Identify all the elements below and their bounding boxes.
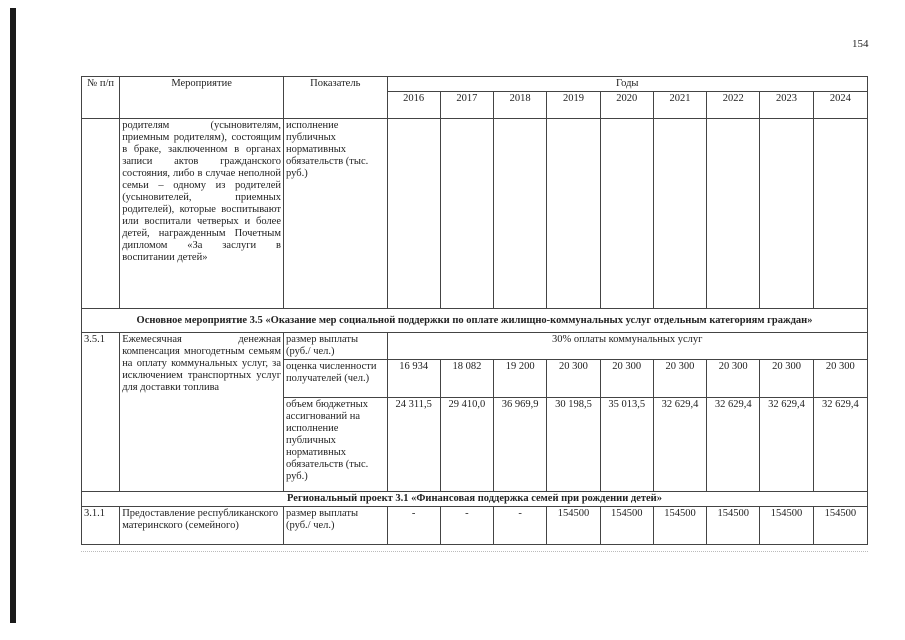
budget-2016: 24 311,5 [387, 398, 440, 492]
recipients-2022: 20 300 [707, 360, 760, 398]
row-3-5-1-event: Ежемесячная денежная компенсация многодетным семьям на оплату коммунальных услуг, за исключением транспортных услуг для доставки топлива [120, 333, 284, 492]
row-3-5-1-indicator-2: оценка численности получателей (чел.) [284, 360, 388, 398]
budget-2019: 30 198,5 [547, 398, 600, 492]
payment-2024: 154500 [813, 507, 867, 545]
recipients-2019: 20 300 [547, 360, 600, 398]
section-3-1-title: Региональный проект 3.1 «Финансовая поддержка семей при рождении детей» [82, 492, 868, 507]
budget-2021: 32 629,4 [653, 398, 706, 492]
payment-2019: 154500 [547, 507, 600, 545]
budget-2020: 35 013,5 [600, 398, 653, 492]
header-event: Мероприятие [120, 77, 284, 119]
year-2022: 2022 [707, 92, 760, 119]
year-2024: 2024 [813, 92, 867, 119]
payment-2016: - [387, 507, 440, 545]
header-num: № п/п [82, 77, 120, 119]
row-3-1-1-indicator: размер выплаты (руб./ чел.) [284, 507, 388, 545]
payment-2021: 154500 [653, 507, 706, 545]
budget-2018: 36 969,9 [494, 398, 547, 492]
row-3-5-1-indicator-1: размер выплаты (руб./ чел.) [284, 333, 388, 360]
recipients-2024: 20 300 [813, 360, 867, 398]
table-row [82, 333, 868, 360]
row-3-5-1-num: 3.5.1 [82, 333, 120, 492]
cont-event: родителям (усыновителям, приемным родителям), состоящим в браке, заключенном в органах записи актов гражданского состояния, либо в случае неполной семьи – одному из родителей (усыновителей, приемных родителей), которые воспитывают или воспитали четверых и более детей, награжденным Почетным дипломом «За заслуги в воспитании детей» [120, 119, 284, 309]
recipients-2023: 20 300 [760, 360, 813, 398]
header-years: Годы [387, 77, 867, 92]
year-2016: 2016 [387, 92, 440, 119]
year-2018: 2018 [494, 92, 547, 119]
program-table [81, 76, 868, 545]
row-3-1-1-num: 3.1.1 [82, 507, 120, 545]
year-2017: 2017 [440, 92, 493, 119]
scan-noise-line [81, 551, 868, 552]
budget-2024: 32 629,4 [813, 398, 867, 492]
budget-2023: 32 629,4 [760, 398, 813, 492]
recipients-2018: 19 200 [494, 360, 547, 398]
year-2019: 2019 [547, 92, 600, 119]
recipients-2017: 18 082 [440, 360, 493, 398]
budget-2017: 29 410,0 [440, 398, 493, 492]
payment-2022: 154500 [707, 507, 760, 545]
payment-2017: - [440, 507, 493, 545]
row-3-5-1-payment-value: 30% оплаты коммунальных услуг [387, 333, 867, 360]
recipients-2016: 16 934 [387, 360, 440, 398]
year-2020: 2020 [600, 92, 653, 119]
year-2023: 2023 [760, 92, 813, 119]
recipients-2020: 20 300 [600, 360, 653, 398]
budget-2022: 32 629,4 [707, 398, 760, 492]
scan-edge-bar [10, 8, 16, 623]
recipients-2021: 20 300 [653, 360, 706, 398]
payment-2020: 154500 [600, 507, 653, 545]
header-indicator: Показатель [284, 77, 388, 119]
cont-num [82, 119, 120, 309]
row-3-1-1-event: Предоставление республиканского материнского (семейного) [120, 507, 284, 545]
table-row [82, 507, 868, 545]
payment-2023: 154500 [760, 507, 813, 545]
year-2021: 2021 [653, 92, 706, 119]
page-number: 154 [852, 38, 869, 50]
cont-indicator: исполнение публичных нормативных обязательств (тыс. руб.) [284, 119, 388, 309]
payment-2018: - [494, 507, 547, 545]
section-3-5-title: Основное мероприятие 3.5 «Оказание мер социальной поддержки по оплате жилищно-коммунальных услуг отдельным категориям граждан» [82, 309, 868, 333]
table-row [82, 119, 868, 309]
row-3-5-1-indicator-3: объем бюджетных ассигнований на исполнение публичных нормативных обязательств (тыс. руб.) [284, 398, 388, 492]
